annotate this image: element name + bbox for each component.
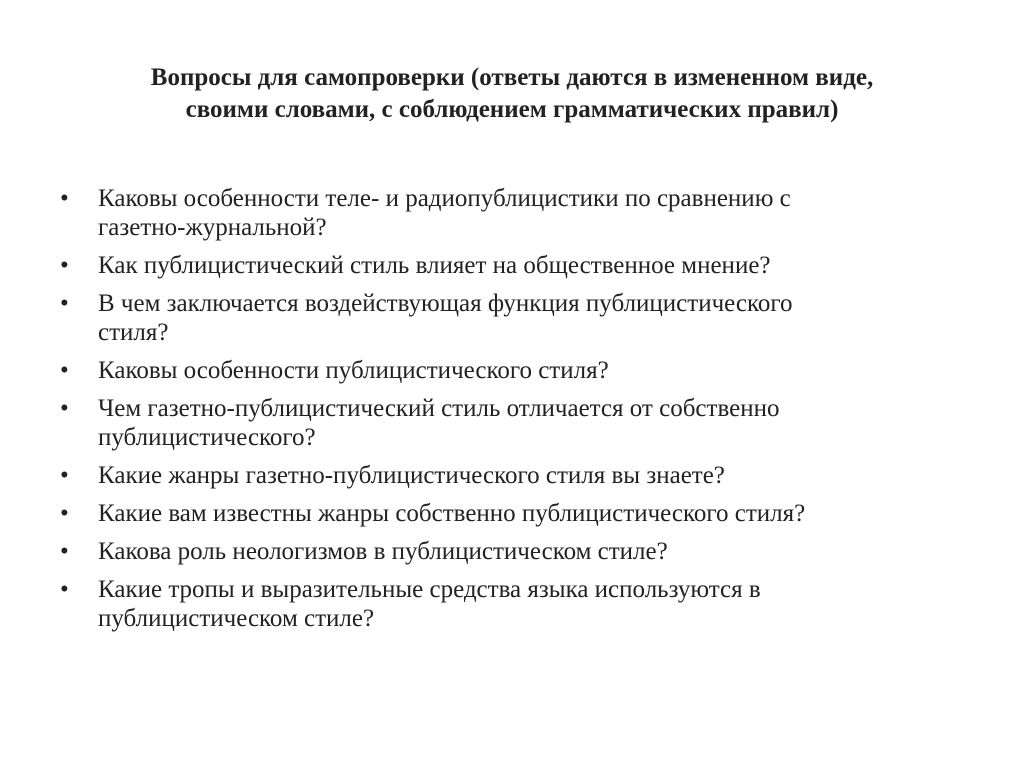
question-line: Какие вам известны жанры собственно публицистического стиля? bbox=[98, 500, 806, 527]
title-line: своими словами, с соблюдением грамматических правил) bbox=[185, 96, 839, 123]
bullet-icon: • bbox=[60, 395, 69, 422]
title-line: Вопросы для самопроверки (ответы даются в измененном виде, bbox=[150, 64, 874, 91]
question-line: газетно-журнальной? bbox=[98, 214, 327, 241]
question-line: стиля? bbox=[98, 319, 169, 346]
question-line: публицистическом стиле? bbox=[98, 605, 375, 632]
question-line: Чем газетно-публицистический стиль отличается от собственно bbox=[98, 395, 780, 422]
question-item bbox=[60, 537, 960, 566]
question-item bbox=[60, 575, 960, 633]
bullet-icon: • bbox=[60, 538, 69, 565]
bullet-icon: • bbox=[60, 185, 69, 212]
question-item bbox=[60, 461, 960, 490]
question-line: Каковы особенности теле- и радиопублицистики по сравнению с bbox=[98, 185, 791, 212]
question-item bbox=[60, 499, 960, 528]
question-line: Какие тропы и выразительные средства языка используются в bbox=[98, 576, 761, 603]
question-list bbox=[60, 184, 960, 642]
question-item bbox=[60, 289, 960, 347]
bullet-icon: • bbox=[60, 500, 69, 527]
question-item bbox=[60, 394, 960, 452]
question-line: публицистического? bbox=[98, 424, 316, 451]
question-line: Как публицистический стиль влияет на общественное мнение? bbox=[98, 252, 771, 279]
bullet-icon: • bbox=[60, 252, 69, 279]
question-item bbox=[60, 356, 960, 385]
question-line: Какова роль неологизмов в публицистическом стиле? bbox=[98, 538, 668, 565]
question-item bbox=[60, 251, 960, 280]
question-line: Каковы особенности публицистического стиля? bbox=[98, 357, 609, 384]
question-item bbox=[60, 184, 960, 242]
bullet-icon: • bbox=[60, 462, 69, 489]
question-line: Какие жанры газетно-публицистического стиля вы знаете? bbox=[98, 462, 725, 489]
bullet-icon: • bbox=[60, 357, 69, 384]
question-line: В чем заключается воздействующая функция публицистического bbox=[98, 290, 793, 317]
bullet-icon: • bbox=[60, 290, 69, 317]
bullet-icon: • bbox=[60, 576, 69, 603]
page-title bbox=[60, 62, 964, 126]
